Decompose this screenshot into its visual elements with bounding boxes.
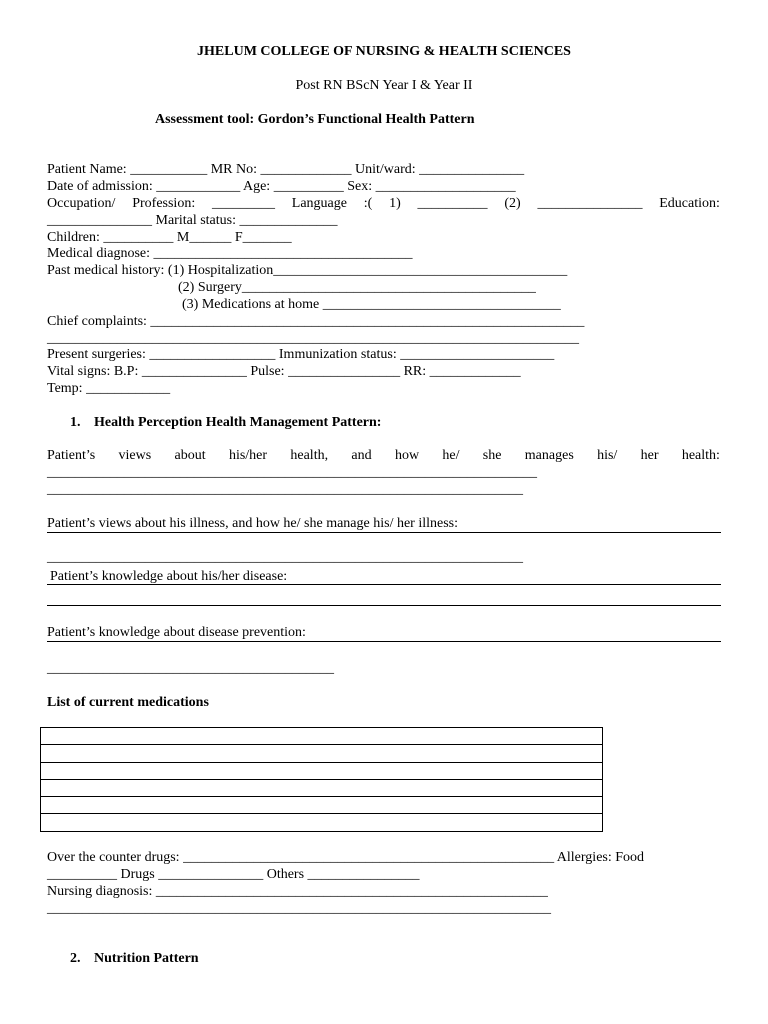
occupation-word: Occupation/ [47, 196, 116, 211]
q2-answer-line[interactable]: ____________________________________________________________________ [47, 550, 523, 565]
q1-word: how [394, 448, 420, 463]
q1-word: she [482, 448, 502, 463]
program-title: Post RN BScN Year I & Year II [295, 78, 473, 93]
q1-word: his/ [597, 448, 618, 463]
q4-text: Patient’s knowledge about disease prevention: [47, 625, 306, 640]
admission-line[interactable]: Date of admission: ____________ Age: __________ Sex: ____________________ [47, 179, 516, 194]
q1-word: health: [681, 448, 720, 463]
table-cell[interactable] [41, 762, 603, 779]
table-cell[interactable] [41, 797, 603, 814]
table-row[interactable] [41, 728, 603, 745]
profession-word: Profession: [132, 196, 196, 211]
chief-complaints-extra[interactable]: ____________________________________________________________________________ [47, 331, 579, 346]
q1-text [47, 447, 720, 464]
medications-heading: List of current medications [47, 695, 209, 710]
table-row[interactable] [41, 745, 603, 762]
q1-word: views [118, 448, 152, 463]
vital-signs-line[interactable]: Vital signs: B.P: _______________ Pulse: ________________ RR: _____________ [47, 364, 521, 379]
table-row[interactable] [41, 779, 603, 796]
marital-status-line[interactable]: _______________ Marital status: ______________ [47, 213, 338, 228]
table-cell[interactable] [41, 745, 603, 762]
language-1-blank[interactable]: __________ [417, 196, 488, 211]
medical-diagnose-line[interactable]: Medical diagnose: _____________________________________ [47, 246, 413, 261]
q1-word: her [640, 448, 659, 463]
section1-number: 1. [70, 415, 81, 430]
section2-title: Nutrition Pattern [94, 951, 199, 966]
q1-word: his/her [228, 448, 268, 463]
nursing-diagnosis-line[interactable]: Nursing diagnosis: ________________________________________________________ [47, 884, 548, 899]
profession-blank[interactable]: _________ [211, 196, 275, 211]
q3-text: Patient’s knowledge about his/her disease: [50, 569, 288, 584]
table-cell[interactable] [41, 779, 603, 796]
medications-home-line[interactable]: (3) Medications at home __________________________________ [182, 297, 561, 312]
q1-word: and [351, 448, 372, 463]
college-title: JHELUM COLLEGE OF NURSING & HEALTH SCIENCES [197, 44, 571, 59]
allergies-line[interactable]: __________ Drugs _______________ Others ________________ [47, 867, 420, 882]
q1-word: Patient’s [47, 448, 96, 463]
q2-underline[interactable] [47, 532, 721, 533]
table-cell[interactable] [41, 728, 603, 745]
q1-answer-line-1[interactable]: ______________________________________________________________________ [47, 465, 537, 480]
q1-word: about [174, 448, 206, 463]
section2-heading [70, 950, 199, 967]
patient-name-line[interactable]: Patient Name: ___________ MR No: _____________ Unit/ward: _______________ [47, 162, 525, 177]
language-2-blank[interactable]: _______________ [537, 196, 643, 211]
section1-title: Health Perception Health Management Pattern: [94, 415, 382, 430]
section1-heading [70, 414, 381, 431]
table-row[interactable] [41, 797, 603, 814]
q3-answer-line[interactable] [47, 605, 721, 606]
language-word: Language [291, 196, 347, 211]
medications-table [40, 727, 603, 832]
language-1: 1) [389, 196, 401, 211]
q3-underline[interactable] [47, 584, 721, 585]
chief-complaints-line[interactable]: Chief complaints: ______________________________________________________________ [47, 314, 585, 329]
section2-number: 2. [70, 951, 81, 966]
table-cell[interactable] [41, 814, 603, 831]
q1-word: he/ [442, 448, 460, 463]
tool-title: Assessment tool: Gordon’s Functional Health Pattern [155, 112, 475, 127]
q4-underline[interactable] [47, 641, 721, 642]
nursing-diagnosis-extra[interactable]: ________________________________________________________________________ [47, 901, 551, 916]
table-row[interactable] [41, 814, 603, 831]
present-surgeries-line[interactable]: Present surgeries: __________________ Immunization status: ______________________ [47, 347, 555, 362]
language-2: (2) [504, 196, 521, 211]
table-row[interactable] [41, 762, 603, 779]
temp-line[interactable]: Temp: ____________ [47, 381, 171, 396]
education-word: Education: [659, 196, 720, 211]
surgery-line[interactable]: (2) Surgery__________________________________________ [178, 280, 536, 295]
children-line[interactable]: Children: __________ M______ F_______ [47, 230, 292, 245]
q1-word: health, [290, 448, 329, 463]
language-paren: :( [363, 196, 373, 211]
q1-word: manages [524, 448, 574, 463]
otc-drugs-line[interactable]: Over the counter drugs: _____________________________________________________ Allergies: Food [47, 850, 645, 865]
q2-text: Patient’s views about his illness, and how he/ she manage his/ her illness: [47, 516, 458, 531]
past-history-line[interactable]: Past medical history: (1) Hospitalization__________________________________________ [47, 263, 568, 278]
occupation-line[interactable] [47, 195, 720, 212]
q4-answer-line[interactable]: _________________________________________ [47, 661, 334, 676]
q1-answer-line-2[interactable]: ____________________________________________________________________ [47, 482, 523, 497]
